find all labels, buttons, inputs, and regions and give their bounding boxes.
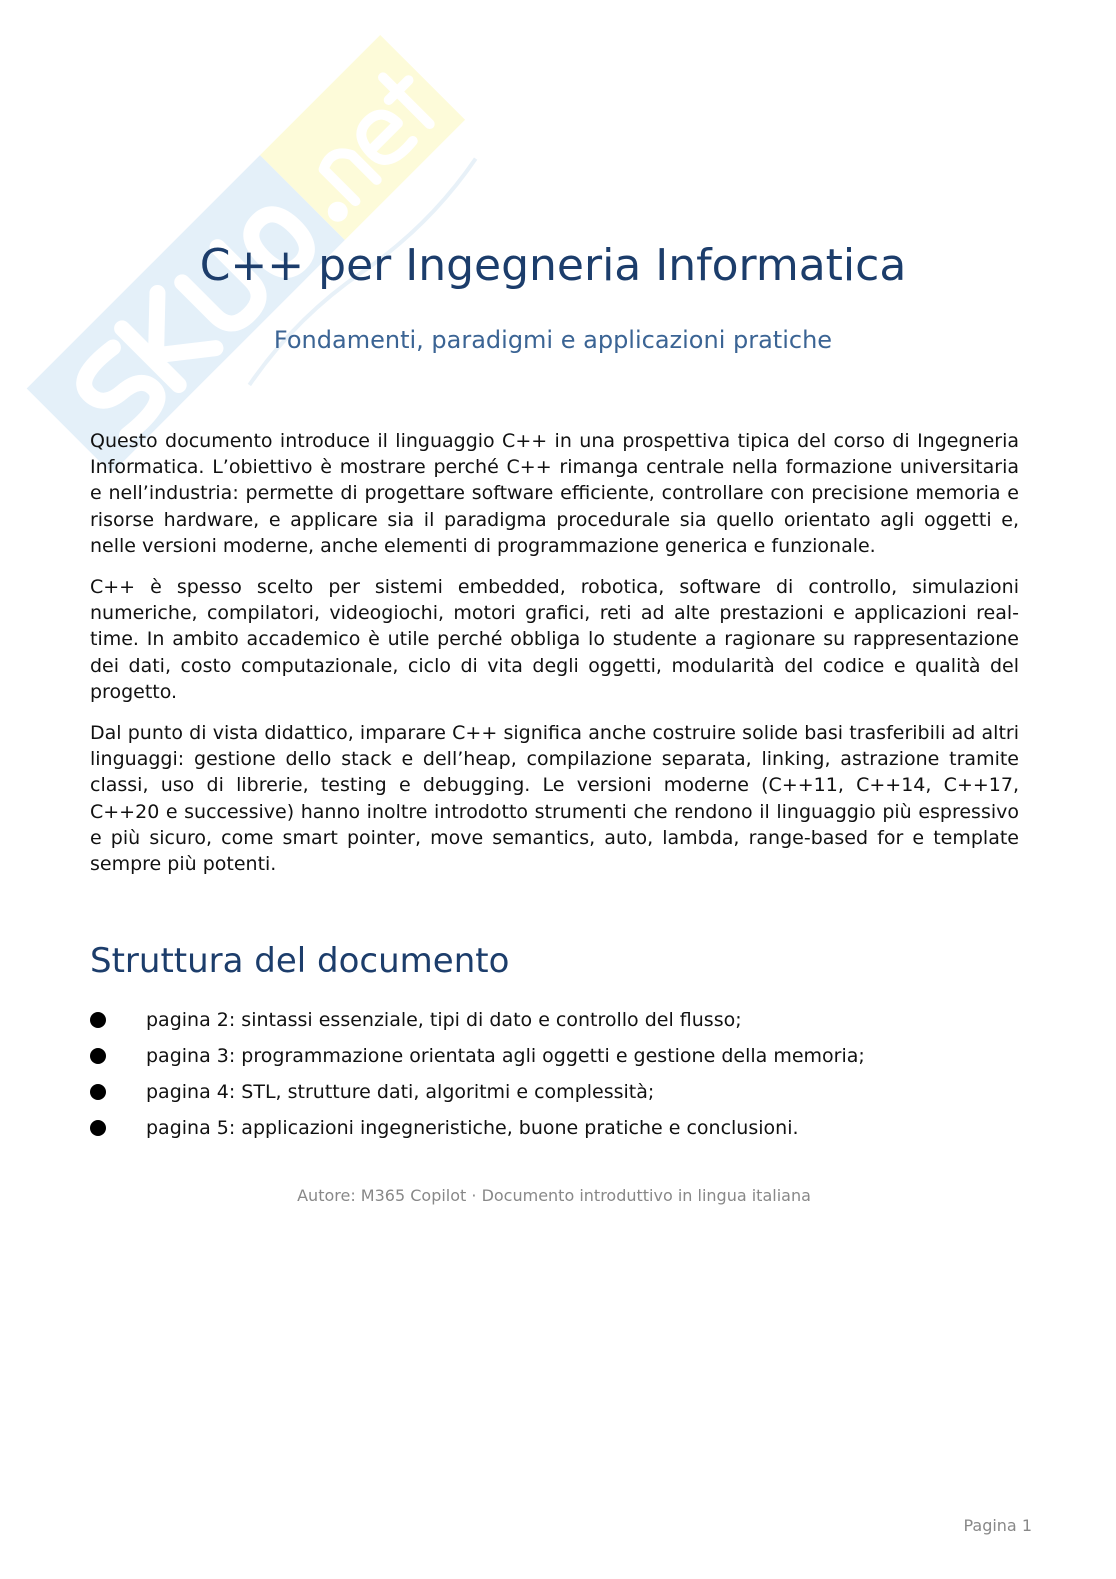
list-item-text: pagina 3: programmazione orientata agli oggetti e gestione della memoria;	[146, 1045, 865, 1067]
section-heading: Struttura del documento	[90, 941, 510, 981]
list-item-text: pagina 5: applicazioni ingegneristiche, buone pratiche e conclusioni.	[146, 1117, 799, 1139]
page-number: Pagina 1	[963, 1516, 1032, 1535]
document-title: C++ per Ingegneria Informatica	[199, 240, 907, 291]
bullet-icon	[90, 1012, 106, 1028]
structure-list	[88, 1002, 865, 1146]
list-item	[88, 1110, 865, 1146]
intro-body	[90, 428, 1019, 892]
bullet-icon	[90, 1048, 106, 1064]
list-item-text: pagina 2: sintassi essenziale, tipi di dato e controllo del flusso;	[146, 1009, 742, 1031]
bullet-icon	[90, 1120, 106, 1136]
paragraph: Questo documento introduce il linguaggio C++ in una prospettiva tipica del corso di Ingegneria Informatica. L’obiettivo è mostrare perché C++ rimanga centrale nella formazione universitaria e nell’industria: permette di progettare software efficiente, controllare con precisione memoria e risorse hardware, e applicare sia il paradigma procedurale sia quello orientato agli oggetti e, nelle versioni moderne, anche elementi di programmazione generica e funzionale.	[90, 430, 1019, 557]
list-item	[88, 1074, 865, 1110]
paragraph: C++ è spesso scelto per sistemi embedded, robotica, software di controllo, simulazioni numeriche, compilatori, videogiochi, motori grafici, reti ad alte prestazioni e applicazioni real-time. In ambito accademico è utile perché obbliga lo studente a ragionare su rappresentazione dei dati, costo computazionale, ciclo di vita degli oggetti, modularità del codice e qualità del progetto.	[90, 576, 1019, 703]
author-footer: Autore: M365 Copilot · Documento introduttivo in lingua italiana	[297, 1186, 811, 1205]
bullet-icon	[90, 1084, 106, 1100]
document-subtitle: Fondamenti, paradigmi e applicazioni pratiche	[273, 326, 833, 354]
list-item	[88, 1002, 865, 1038]
list-item-text: pagina 4: STL, strutture dati, algoritmi e complessità;	[146, 1081, 655, 1103]
list-item	[88, 1038, 865, 1074]
paragraph: Dal punto di vista didattico, imparare C++ significa anche costruire solide basi trasferibili ad altri linguaggi: gestione dello stack e dell’heap, compilazione separata, linking, astrazione tramite classi, uso di librerie, testing e debugging. Le versioni moderne (C++11, C++14, C++17, C++20 e successive) hanno inoltre introdotto strumenti che rendono il linguaggio più espressivo e più sicuro, come smart pointer, move semantics, auto, lambda, range-based for e template sempre più potenti.	[90, 722, 1019, 876]
